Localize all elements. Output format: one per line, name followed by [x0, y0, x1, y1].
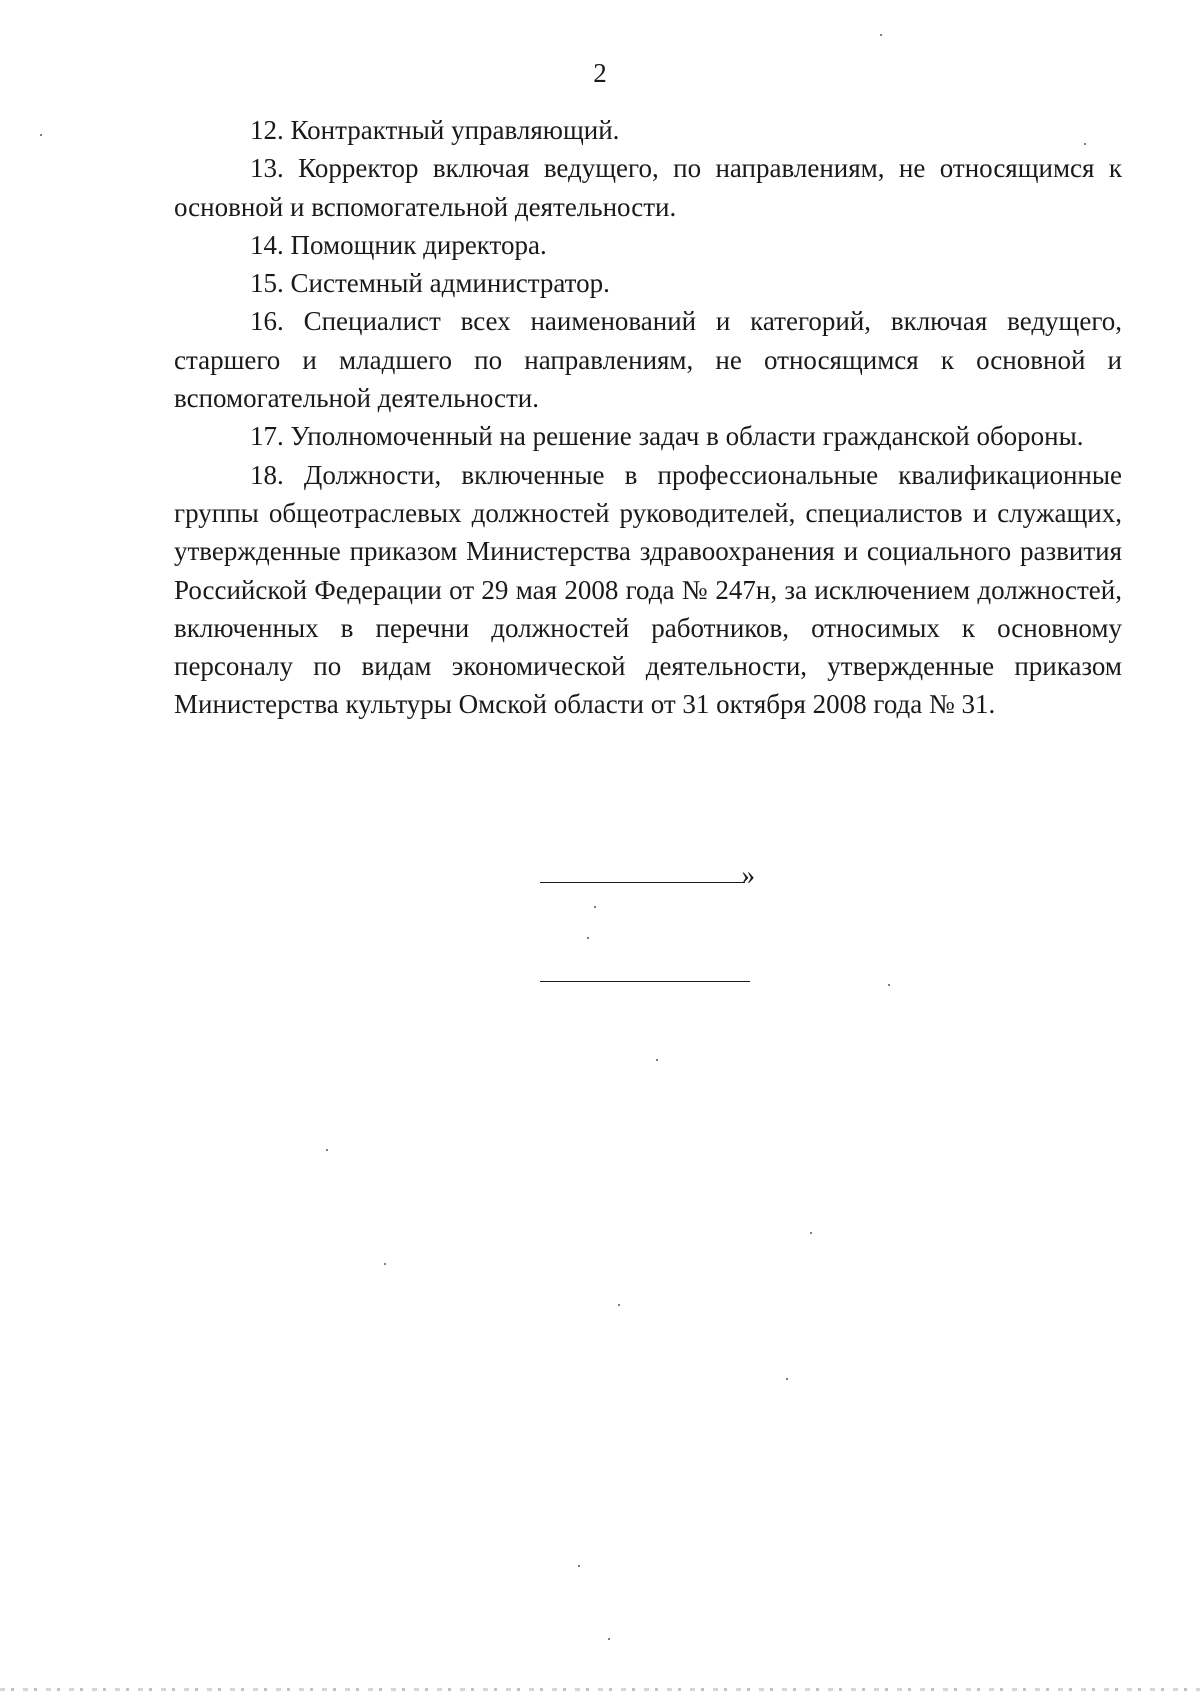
list-item-13: 13. Корректор включая ведущего, по направлениям, не относящимся к основной и вспомогательной деятельности. — [174, 153, 1122, 222]
scan-speck — [578, 1565, 580, 1567]
scan-speck — [587, 937, 589, 939]
scan-speck — [608, 1638, 610, 1640]
page-number: 2 — [593, 58, 607, 88]
scan-speck — [618, 1304, 620, 1306]
scan-speck — [40, 134, 42, 136]
scan-speck — [888, 984, 890, 986]
document-body — [174, 111, 1122, 724]
scan-speck — [1084, 143, 1086, 145]
scan-speck — [880, 34, 882, 36]
closing-quote: » — [741, 860, 755, 890]
list-item-15: 15. Системный администратор. — [250, 268, 610, 299]
list-item-18: 18. Должности, включенные в профессиональные квалификационные группы общеотраслевых должностей руководителей, специалистов и служащих, утвержденные приказом Министерства здравоохранения и социального развития Российской Федерации от 29 мая 2008 года № 247н, за исключением должностей, включенных в перечни должностей работников, относимых к основному персоналу по видам экономической деятельности, утвержденные приказом Министерства культуры Омской области от 31 октября 2008 года № 31. — [174, 459, 1122, 720]
list-item-12: 12. Контрактный управляющий. — [250, 115, 620, 145]
scan-speck — [384, 1263, 386, 1265]
list-item-17: 17. Уполномоченный на решение задач в области гражданской обороны. — [250, 421, 1084, 452]
separator-rule — [540, 981, 750, 982]
closing-line — [540, 855, 755, 889]
scan-speck — [656, 1059, 658, 1061]
scan-speck — [786, 1378, 788, 1380]
scan-speck — [594, 906, 596, 908]
closing-rule — [540, 882, 745, 883]
scan-speck — [326, 1149, 328, 1151]
list-item-14: 14. Помощник директора. — [250, 229, 547, 260]
scan-speck — [810, 1232, 812, 1234]
scan-edge-noise — [0, 1688, 1200, 1691]
list-item-16: 16. Специалист всех наименований и категорий, включая ведущего, старшего и младшего по направлениям, не относящимся к основной и вспомогательной деятельности. — [174, 306, 1122, 414]
